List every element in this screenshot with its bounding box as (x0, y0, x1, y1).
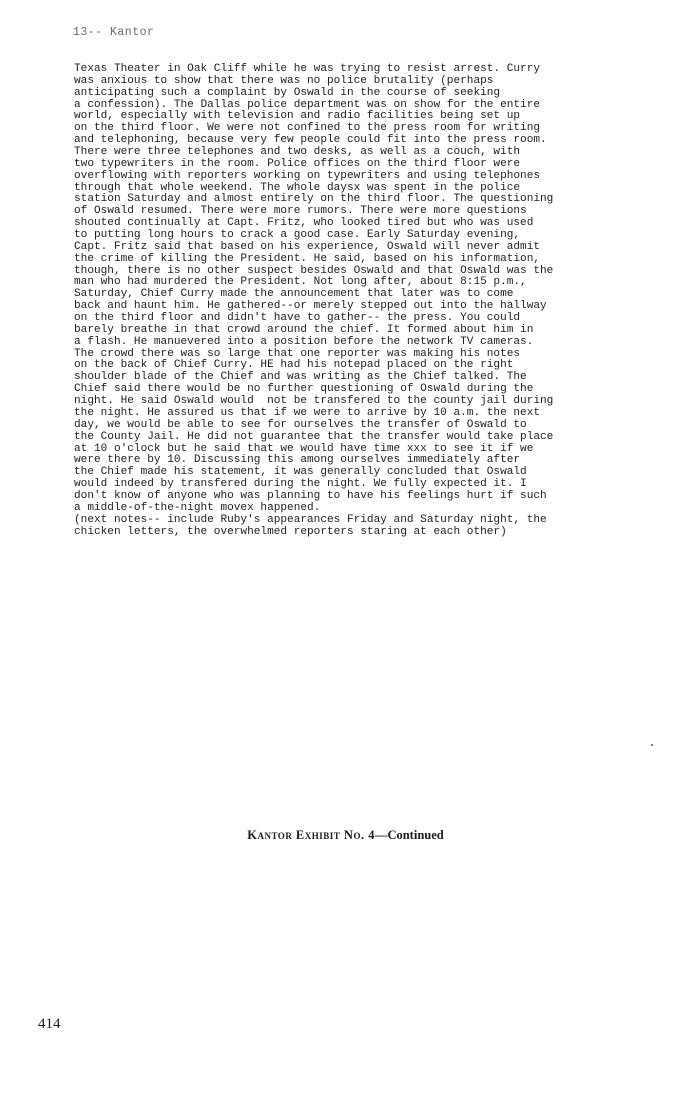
typed-line: of Oswald resumed. There were more rumors. There were more questions (74, 205, 527, 218)
exhibit-caption-label: Kantor Exhibit No. 4 (247, 828, 375, 842)
typed-line: chicken letters, the overwhelmed reporters staring at each other) (74, 525, 507, 538)
typed-line: to putting long hours to crack a good case. Early Saturday evening, (74, 229, 521, 242)
typed-line: anticipating such a complaint by Oswald in the course of seeking (74, 86, 501, 99)
page-header: 13-- Kantor (73, 26, 155, 39)
typed-line: the night. He assured us that if we were to arrive by 10 a.m. the next (74, 406, 541, 419)
typed-line: a flash. He manuevered into a position before the network TV cameras. (74, 335, 534, 348)
typed-line: would indeed by transfered during the night. We fully expected it. I (74, 478, 527, 491)
typed-line: the Chief made his statement, it was generally concluded that Oswald (74, 466, 527, 479)
typed-line: the County Jail. He did not guarantee that the transfer would take place (74, 430, 554, 443)
typed-line: station Saturday and almost entirely on the third floor. The questioning (74, 193, 554, 206)
paper-speck (651, 744, 653, 746)
page-number: 414 (38, 1016, 61, 1032)
typed-line: don't know of anyone who was planning to have his feelings hurt if such (74, 489, 547, 502)
typed-line: night. He said Oswald would not be transfered to the county jail during (74, 395, 554, 408)
typed-line: two typewriters in the room. Police offices on the third floor were (74, 157, 521, 170)
typed-line: was anxious to show that there was no police brutality (perhaps (74, 74, 494, 87)
exhibit-caption (0, 828, 691, 843)
typed-line: Texas Theater in Oak Cliff while he was trying to resist arrest. Curry (74, 63, 541, 75)
typed-line: There were three telephones and two desks, as well as a couch, with (74, 146, 521, 159)
typed-line: (next notes-- include Ruby's appearances Friday and Saturday night, the (74, 513, 547, 526)
typed-line: shoulder blade of the Chief and was writing as the Chief talked. The (74, 371, 527, 384)
typed-line: on the back of Chief Curry. HE had his notepad placed on the right (74, 359, 514, 372)
typed-line: a confession). The Dallas police department was on show for the entire (74, 98, 541, 111)
typed-line: back and haunt him. He gathered--or merely stepped out into the hallway (74, 300, 547, 313)
typed-line: Chief said there would be no further questioning of Oswald during the (74, 383, 534, 396)
typed-line: Capt. Fritz said that based on his experience, Oswald will never admit (74, 240, 541, 253)
typed-line: day, we would be able to see for ourselves the transfer of Oswald to (74, 418, 527, 431)
typed-line: through that whole weekend. The whole daysx was spent in the police (74, 181, 521, 194)
typed-line: though, there is no other suspect besides Oswald and that Oswald was the (74, 264, 554, 277)
exhibit-caption-continued: —Continued (374, 828, 444, 842)
typed-line: shouted continually at Capt. Fritz, who looked tired but who was used (74, 217, 534, 230)
typed-line: Saturday, Chief Curry made the announcement that later was to come (74, 288, 514, 301)
typed-line: a middle-of-the-night movex happened. (74, 501, 321, 514)
typewritten-body (74, 64, 634, 538)
typed-line: The crowd there was so large that one reporter was making his notes (74, 347, 521, 360)
typed-line: and telephoning, because very few people could fit into the press room. (74, 134, 547, 147)
typed-line: the crime of killing the President. He said, based on his information, (74, 252, 541, 265)
typed-line: at 10 o'clock but he said that we would have time xxx to see it if we (74, 442, 534, 455)
typed-line: overflowing with reporters working on typewriters and using telephones (74, 169, 541, 182)
typed-line: world, especially with television and radio facilities being set up (74, 110, 521, 123)
typed-line: on the third floor and didn't have to gather-- the press. You could (74, 312, 521, 325)
typed-line: were there by 10. Discussing this among ourselves immediately after (74, 454, 521, 467)
typed-line: barely breathe in that crowd around the chief. It formed about him in (74, 323, 534, 336)
typed-line: man who had murdered the President. Not long after, about 8:15 p.m., (74, 276, 527, 289)
typed-line: on the third floor. We were not confined to the press room for writing (74, 122, 541, 135)
